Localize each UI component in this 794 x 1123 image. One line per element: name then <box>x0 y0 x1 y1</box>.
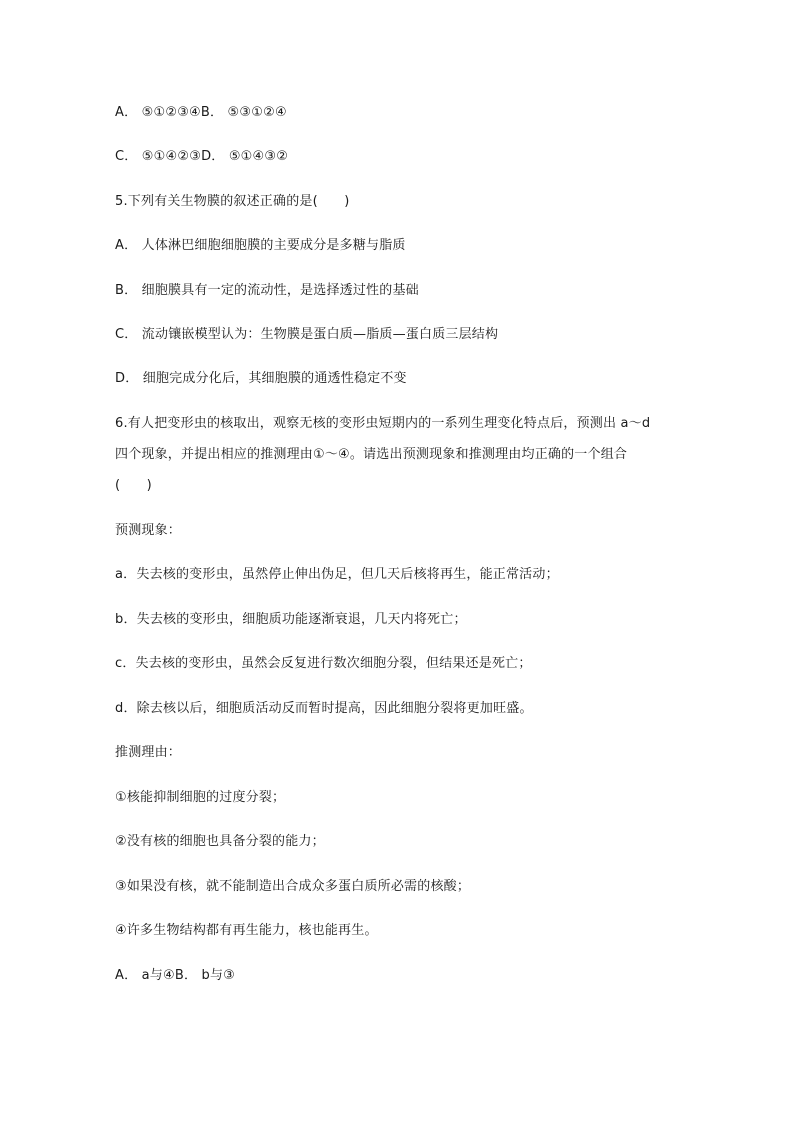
q5-stem: 5.下列有关生物膜的叙述正确的是( ) <box>115 194 350 209</box>
q6-reasons-heading: 推测理由： <box>115 745 182 760</box>
q6-reason-4: ④许多生物结构都有再生能力，核也能再生。 <box>115 923 378 938</box>
q6-options-ab: A． a与④B． b与③ <box>115 968 236 983</box>
q5-option-b: B． 细胞膜具有一定的流动性，是选择透过性的基础 <box>115 283 419 298</box>
q6-phenomena-heading: 预测现象： <box>115 523 182 538</box>
q6-stem-line2: 四个现象，并提出相应的推测理由①～④。请选出预测现象和推测理由均正确的一个组合 <box>115 447 628 462</box>
q5-option-a: A． 人体淋巴细胞细胞膜的主要成分是多糖与脂质 <box>115 238 406 253</box>
q6-reason-2: ②没有核的细胞也具备分裂的能力； <box>115 834 325 849</box>
q4-options-ab: A． ⑤①②③④B． ⑤③①②④ <box>115 105 287 120</box>
q5-option-d: D． 细胞完成分化后，其细胞膜的通透性稳定不变 <box>115 371 407 386</box>
q6-reason-3: ③如果没有核，就不能制造出合成众多蛋白质所必需的核酸； <box>115 879 471 894</box>
q4-options-cd: C． ⑤①④②③D． ⑤①④③② <box>115 149 289 164</box>
q6-stem-line1: 6.有人把变形虫的核取出，观察无核的变形虫短期内的一系列生理变化特点后，预测出 a～d <box>115 416 651 431</box>
q6-phenomenon-c: c．失去核的变形虫，虽然会反复进行数次细胞分裂，但结果还是死亡； <box>115 656 532 671</box>
q6-phenomenon-b: b．失去核的变形虫，细胞质功能逐渐衰退，几天内将死亡； <box>115 612 467 627</box>
q6-phenomenon-d: d．除去核以后，细胞质活动反而暂时提高，因此细胞分裂将更加旺盛。 <box>115 701 533 716</box>
q6-reason-1: ①核能抑制细胞的过度分裂； <box>115 790 286 805</box>
q6-stem-line3: ( ) <box>115 478 152 493</box>
q5-option-c: C． 流动镶嵌模型认为：生物膜是蛋白质—脂质—蛋白质三层结构 <box>115 327 499 342</box>
q6-phenomenon-a: a．失去核的变形虫，虽然停止伸出伪足，但几天后核将再生，能正常活动； <box>115 567 559 582</box>
